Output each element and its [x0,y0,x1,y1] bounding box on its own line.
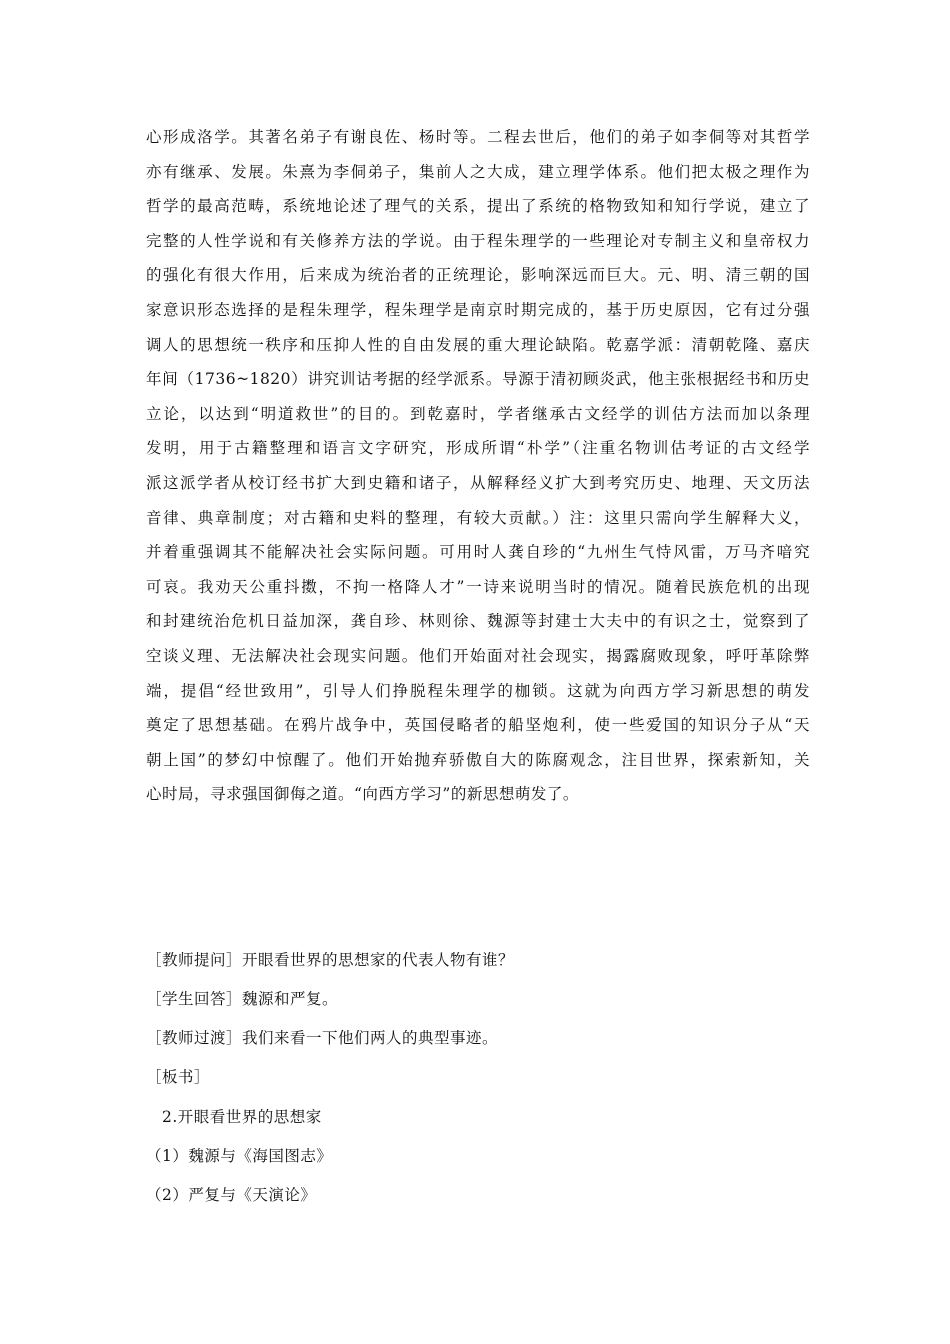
paragraph-line: 可哀。我劝天公重抖擞，不拘一格降人才”一诗来说明当时的情况。随着民族危机的出现 [146,577,810,596]
paragraph-line: 哲学的最高范畴，系统地论述了理气的关系，提出了系统的格物致知和知行学说，建立了 [146,197,810,216]
board-item: （2）严复与《天演论》 [146,1186,317,1204]
student-answer: ［学生回答］魏源和严复。 [146,990,339,1008]
paragraph-line: 奠定了思想基础。在鸦片战争中，英国侵略者的船坚炮利，使一些爱国的知识分子从“天 [146,716,810,735]
paragraph-line: 和封建统治危机日益加深，龚自珍、林则徐、魏源等封建士大夫中的有识之士，觉察到了 [146,612,810,631]
paragraph-line: 立论，以达到“明道救世”的目的。到乾嘉时，学者继承古文经学的训估方法而加以条理 [146,404,810,423]
board-item: （1）魏源与《海国图志》 [146,1147,333,1165]
paragraph-line: 空谈义理、无法解决社会现实问题。他们开始面对社会现实，揭露腐败现象，呼吁革除弊 [146,646,810,665]
paragraph-line: 端，提倡“经世致用”，引导人们挣脱程朱理学的枷锁。这就为向西方学习新思想的萌发 [146,681,810,700]
paragraph-line: 亦有继承、发展。朱熹为李侗弟子，集前人之大成，建立理学体系。他们把太极之理作为 [146,162,810,181]
paragraph-line: 调人的思想统一秩序和压抑人性的自由发展的重大理论缺陷。乾嘉学派：清朝乾隆、嘉庆 [146,335,810,354]
paragraph-line: 派这派学者从校订经书扩大到史籍和诸子，从解释经义扩大到考究历史、地理、天文历法 [146,473,810,492]
main-paragraph [146,120,810,812]
paragraph-line: 完整的人性学说和有关修养方法的学说。由于程朱理学的一些理论对专制主义和皇帝权力 [146,231,810,250]
paragraph-line: 音律、典章制度；对古籍和史料的整理，有较大贡献。）注：这里只需向学生解释大义， [146,508,810,527]
paragraph-line: 朝上国”的梦幻中惊醒了。他们开始抛弃骄傲自大的陈腐观念，注目世界，探索新知，关 [146,750,810,769]
teacher-transition: ［教师过渡］我们来看一下他们两人的典型事迹。 [146,1029,499,1047]
paragraph-line: 发明，用于古籍整理和语言文字研究，形成所谓“朴学”（注重名物训估考证的古文经学 [146,439,810,458]
paragraph-line: 心形成洛学。其著名弟子有谢良佐、杨时等。二程去世后，他们的弟子如李侗等对其哲学 [146,128,810,146]
board-label: ［板书］ [146,1068,211,1086]
paragraph-line: 年间（1736~1820）讲究训诂考据的经学派系。导源于清初顾炎武，他主张根据经书和历史 [146,370,810,389]
paragraph-line: 的强化有很大作用，后来成为统治者的正统理论，影响深远而巨大。元、明、清三朝的国 [146,266,810,285]
paragraph-line: 心时局，寻求强国御侮之道。“向西方学习”的新思想萌发了。 [146,785,579,804]
paragraph-line: 家意识形态选择的是程朱理学，程朱理学是南京时期完成的，基于历史原因，它有过分强 [146,300,810,319]
teacher-question: ［教师提问］开眼看世界的思想家的代表人物有谁？ [146,951,515,969]
board-heading: 2.开眼看世界的思想家 [162,1108,322,1126]
paragraph-line: 并着重强调其不能解决社会实际问题。可用时人龚自珍的“九州生气恃风雷，万马齐喑究 [146,543,810,562]
